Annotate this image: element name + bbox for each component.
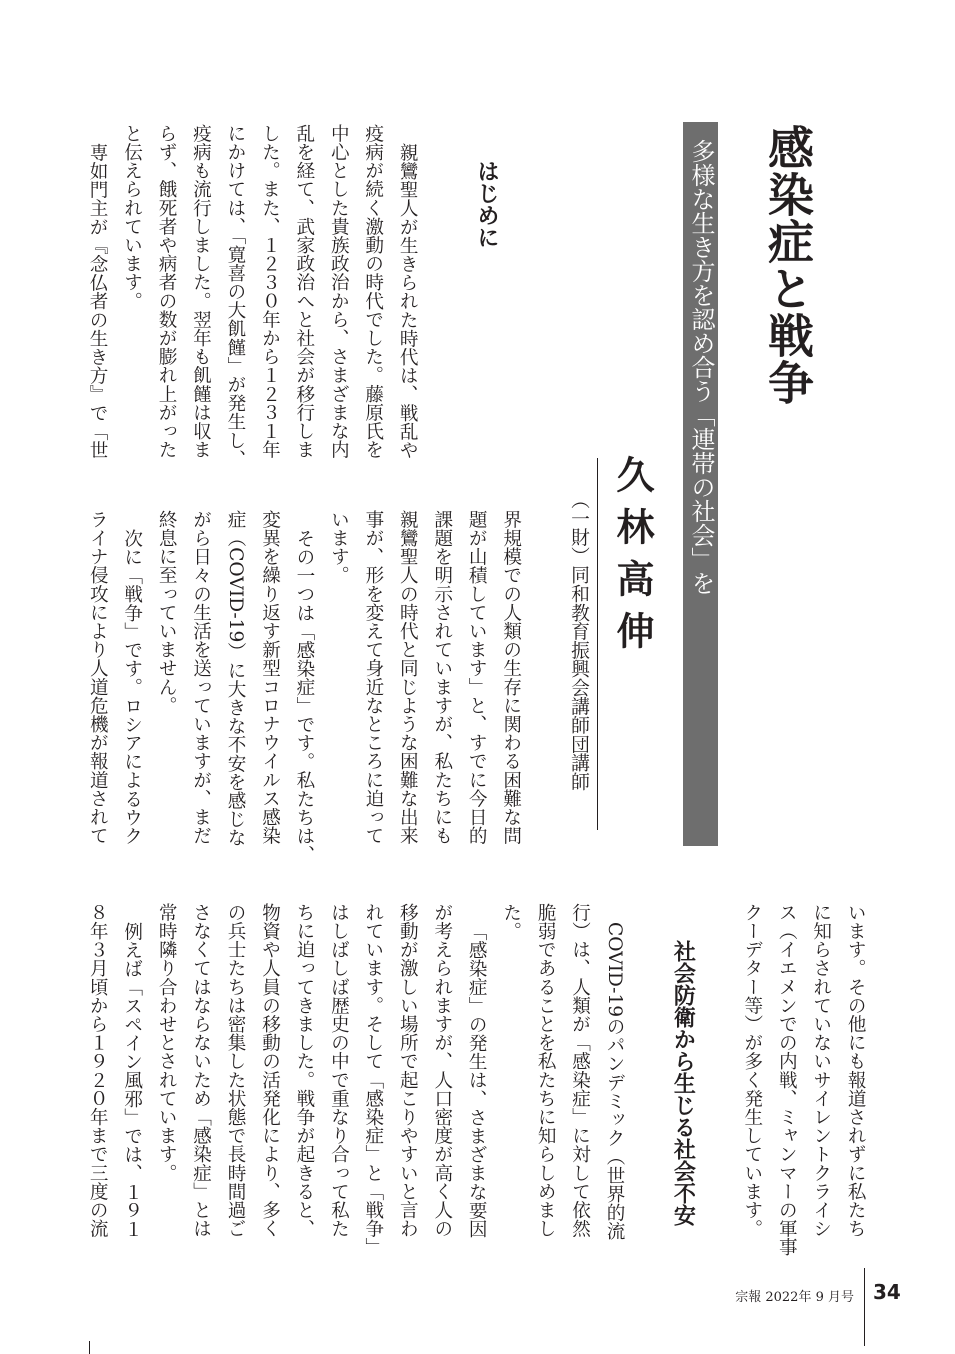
- publication-label: 宗報 2022年 9 月号: [735, 1290, 854, 1305]
- author-affiliation: （一財）同和教育振興会講師団講師: [568, 490, 589, 791]
- body-line: 題が山積しています」と、すでに今日的: [466, 510, 488, 845]
- body-line: 「感染症」の発生は、さまざまな要因: [466, 921, 488, 1238]
- body-line: が考えられますが、人口密度が高く人の: [431, 903, 453, 1238]
- body-line: 物資や人員の移動の活発化により、多く: [259, 903, 281, 1238]
- body-line: 終息に至っていません。: [156, 510, 178, 715]
- body-tier-middle: [80, 510, 528, 864]
- body-line: 事が、形を変えて身近なところに迫って: [362, 510, 384, 845]
- body-tier-top: [80, 124, 425, 469]
- author-name: 久林高伸: [610, 455, 655, 663]
- body-line: 脆弱であることを私たちに知らしめまし: [535, 903, 557, 1238]
- body-line: その一つは「感染症」です。私たちは、: [293, 528, 315, 864]
- body-line: と伝えられています。: [121, 124, 143, 310]
- body-line: の兵士たちは密集した状態で長時間過ご: [225, 903, 247, 1238]
- body-line: れています。そして「感染症」と「戦争」: [362, 903, 384, 1257]
- body-line: 常時隣り合わせとされています。: [156, 903, 178, 1182]
- body-tier-bottom: [80, 903, 872, 1257]
- body-line: ライナ侵攻により人道危機が報道されて: [87, 510, 109, 845]
- section-heading-intro: はじめに: [474, 160, 500, 248]
- body-line: 専如門主が『念仏者の生き方』で「世: [87, 142, 109, 459]
- body-line: 次に「戦争」です。ロシアによるウク: [121, 528, 143, 845]
- body-line: らず、餓死者や病者の数が膨れ上がった: [156, 124, 178, 459]
- body-line: 疫病が続く激動の時代でした。藤原氏を: [362, 124, 384, 459]
- body-line: がら日々の生活を送っていますが、まだ: [190, 510, 212, 845]
- crop-mark: [89, 1341, 90, 1354]
- body-line: います。その他にも報道されずに私たち: [845, 903, 867, 1238]
- body-line: 変異を繰り返す新型コロナウイルス感染: [259, 510, 281, 845]
- body-line: 課題を明示されていますが、私たちにも: [431, 510, 453, 845]
- body-line: 行）は、人類が「感染症」に対して依然: [569, 903, 591, 1238]
- body-line: した。また、１２３０年から１２３１年: [259, 124, 281, 459]
- author-divider: [597, 458, 598, 830]
- body-line: 例えば「スペイン風邪」では、１９１: [121, 921, 143, 1238]
- body-line: に知らされていないサイレントクライシ: [810, 903, 832, 1238]
- body-line: ス（イエメンでの内戦、ミャンマーの軍事: [776, 903, 798, 1257]
- body-line: クーデター等）が多く発生しています。: [741, 903, 763, 1238]
- body-line: ちに迫ってきました。戦争が起きると、: [293, 903, 315, 1238]
- footer-divider: [864, 1268, 865, 1346]
- body-line: 乱を経て、武家政治へと社会が移行しま: [293, 124, 315, 459]
- body-line: 疫病も流行しました。翌年も飢饉は収ま: [190, 124, 212, 459]
- article-subtitle: 多様な生き方を認め合う「連帯の社会」を: [687, 139, 715, 595]
- body-line: さなくてはならないため「感染症」とは: [190, 903, 212, 1238]
- body-line: 親鸞聖人が生きられた時代は、戦乱や: [397, 142, 419, 459]
- article-title: 感染症と戦争: [761, 124, 815, 406]
- body-line: にかけては、「寛喜の大飢饉」が発生し、: [224, 124, 246, 469]
- body-line: はしばしば歴史の中で重なり合って私た: [328, 903, 350, 1238]
- page-number: 34: [873, 1280, 901, 1304]
- body-line: COVID-19のパンデミック（世界的流: [604, 921, 626, 1240]
- body-line: 移動が激しい場所で起こりやすいと言わ: [397, 903, 419, 1238]
- body-line: ８年３月頃から１９２０年まで三度の流: [87, 903, 109, 1238]
- body-line: 症（COVID-19）に大きな不安を感じな: [225, 510, 247, 847]
- subtitle-band: [683, 122, 718, 846]
- body-line: 界規模での人類の生存に関わる困難な問: [500, 510, 522, 845]
- body-line: 親鸞聖人の時代と同じような困難な出来: [397, 510, 419, 845]
- section-heading-social-defense: 社会防衛から生じる社会不安: [670, 940, 697, 1226]
- body-line: います。: [328, 510, 350, 585]
- body-line: た。: [500, 903, 522, 941]
- body-line: 中心とした貴族政治から、さまざまな内: [328, 124, 350, 459]
